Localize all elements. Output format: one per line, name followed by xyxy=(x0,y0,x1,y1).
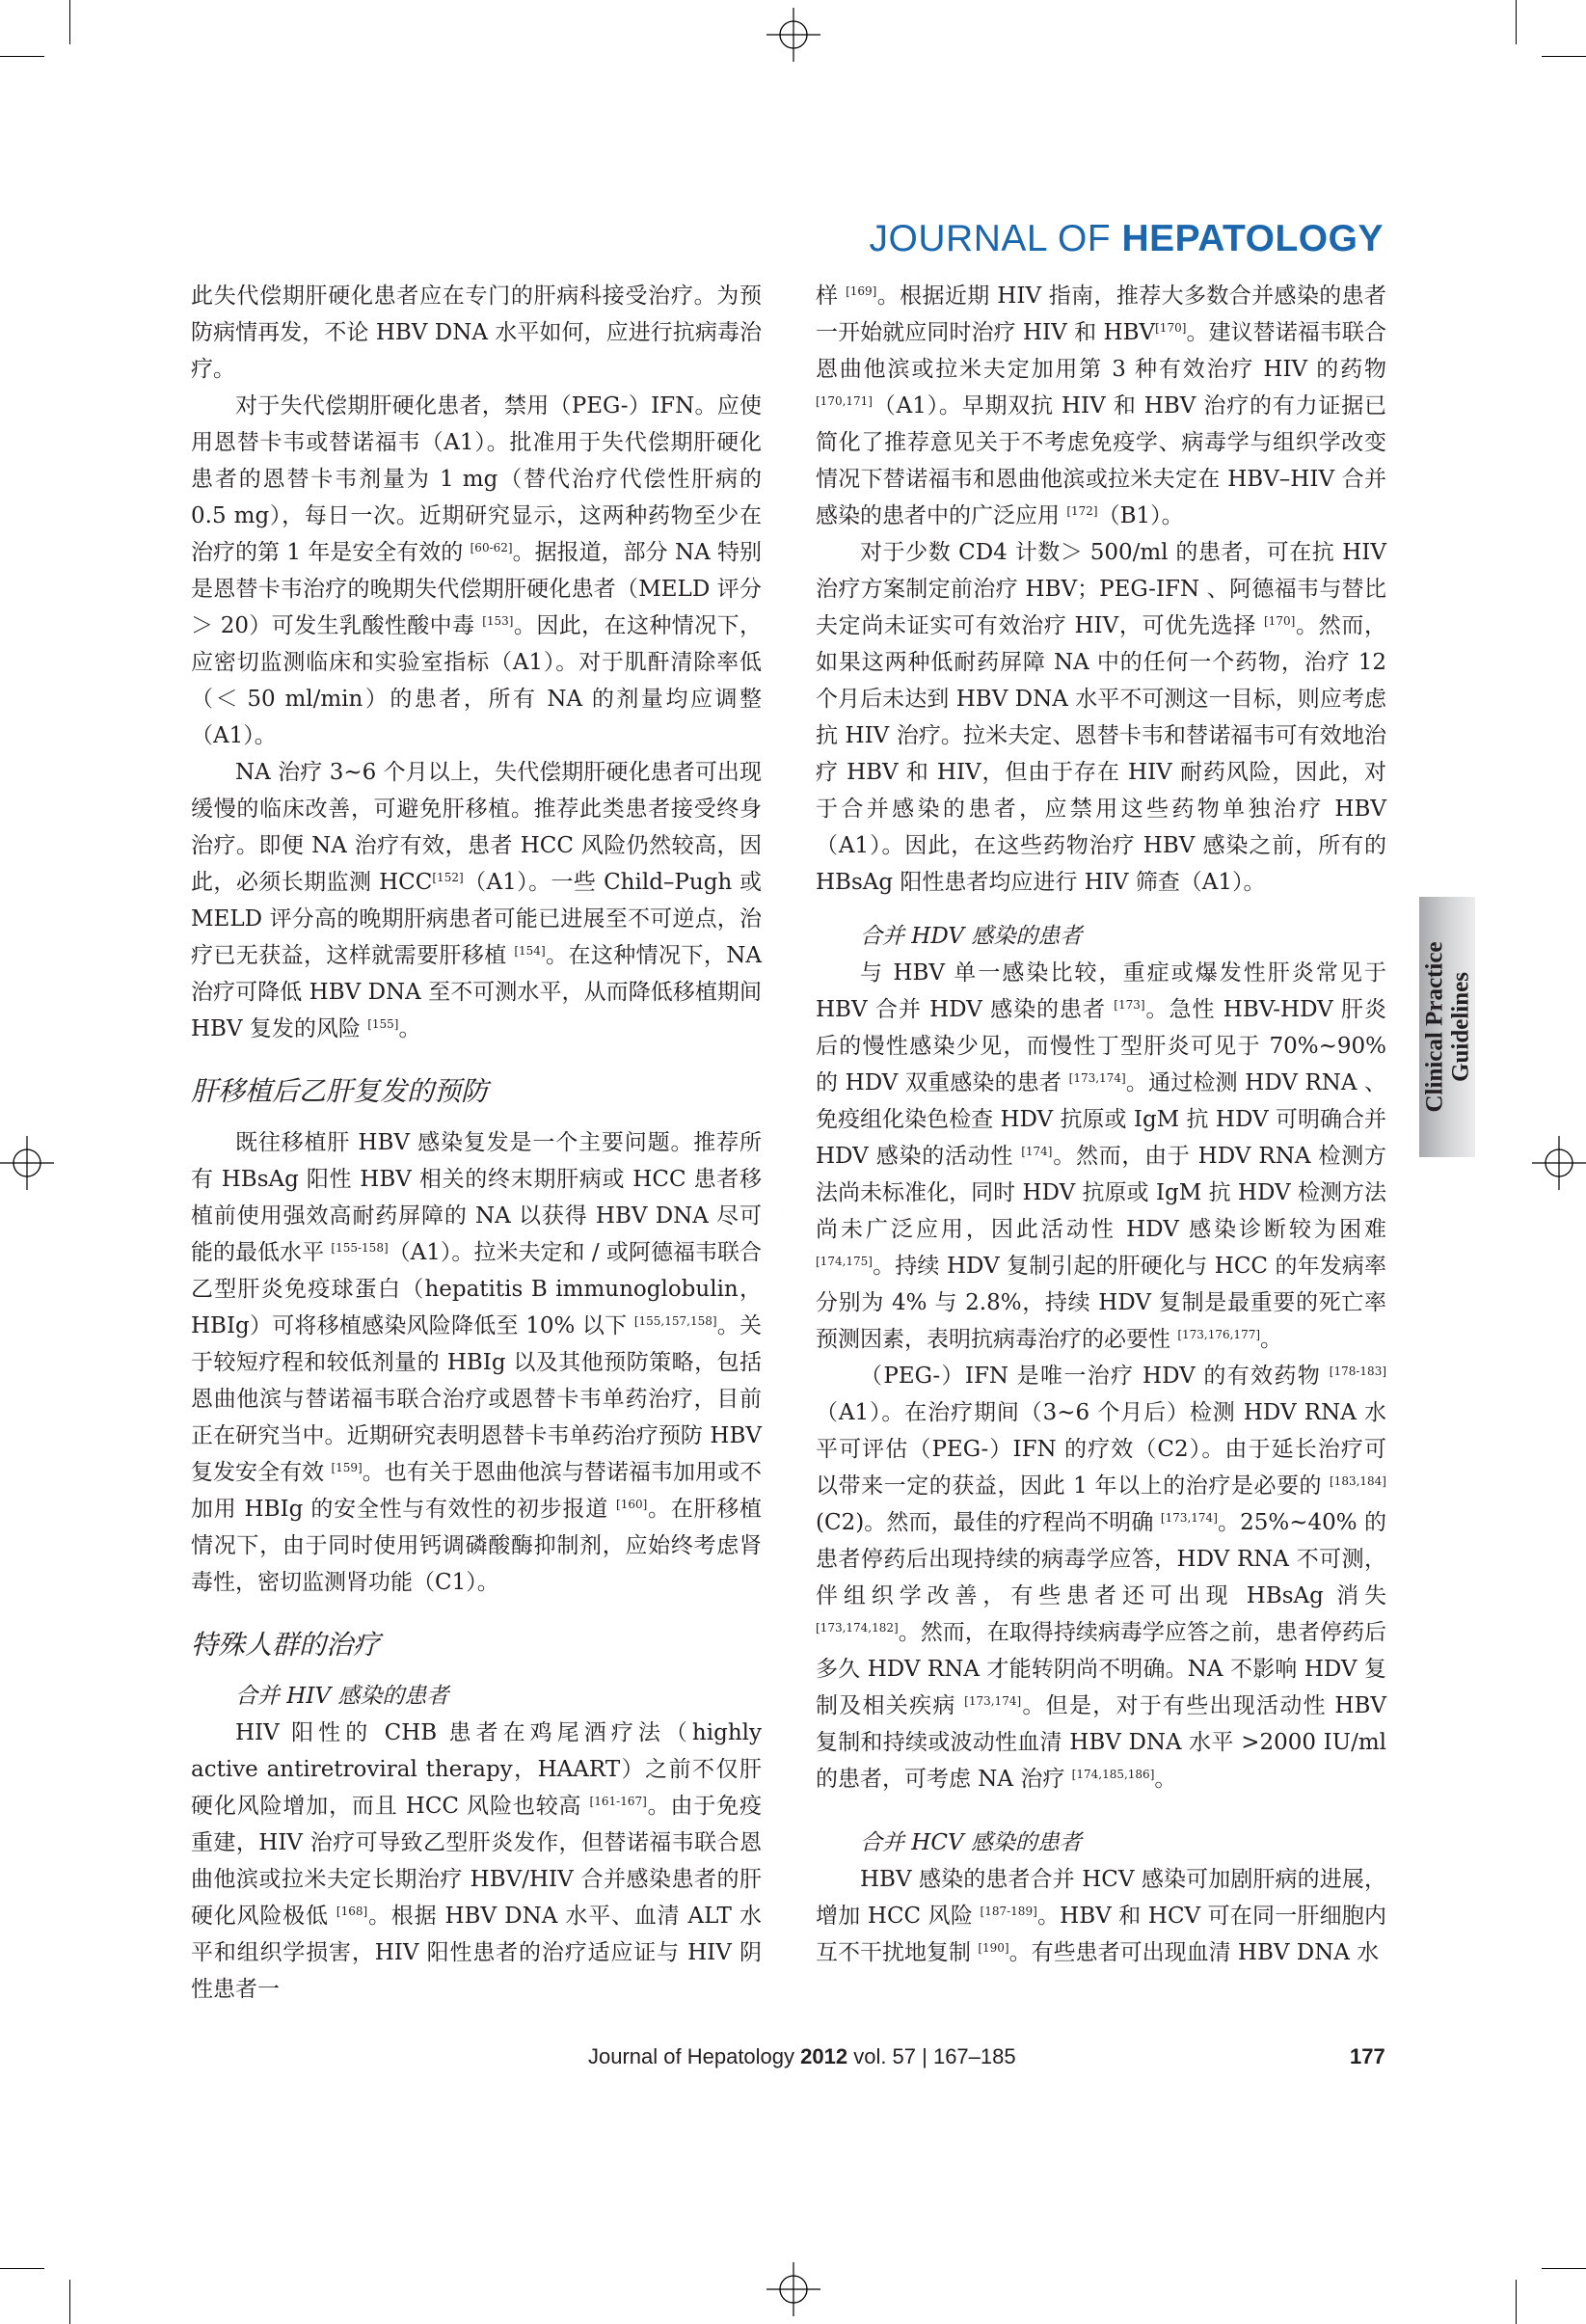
citation: [173,174] xyxy=(1068,1071,1126,1085)
section-heading-transplant: 肝移植后乙肝复发的预防 xyxy=(191,1075,489,1107)
citation: [173,176,177] xyxy=(1177,1328,1261,1341)
side-tab-label-wrap xyxy=(1419,897,1475,1157)
right-column xyxy=(816,278,1386,1971)
left-column xyxy=(191,278,762,2008)
crop-mark xyxy=(1542,56,1586,57)
journal-title-regular: JOURNAL OF xyxy=(869,218,1122,259)
subheading-hiv: 合并 HIV 感染的患者 xyxy=(235,1684,449,1709)
citation: [172] xyxy=(1066,504,1098,518)
paragraph: 此失代偿期肝硬化患者应在专门的肝病科接受治疗。为预防病情再发，不论 HBV DNA 水平如何，应进行抗病毒治疗。 xyxy=(191,284,762,382)
citation: [178-183] xyxy=(1329,1365,1387,1378)
page-number: 177 xyxy=(1350,2044,1385,2068)
crop-mark xyxy=(69,0,70,44)
citation: [170] xyxy=(1264,614,1296,628)
registration-mark xyxy=(0,1136,54,1190)
citation: [60-62] xyxy=(470,541,513,554)
subheading-hcv: 合并 HCV 感染的患者 xyxy=(860,1830,1082,1855)
citation: [168] xyxy=(336,1905,368,1918)
citation: [160] xyxy=(616,1498,648,1511)
citation: [187-189] xyxy=(980,1905,1037,1918)
citation: [169] xyxy=(846,284,877,298)
registration-mark xyxy=(766,8,820,62)
paragraph: NA 治疗 3~6 个月以上，失代偿期肝硬化患者可出现缓慢的临床改善，可避免肝移植。推荐此类患者接受终身治疗。即便 NA 治疗有效，患者 HCC 风险仍然较高，因此，必须长期监测 HCC[152]（A1）。一些 Child–Pugh 或 MELD 评分高的晚期肝病患者可能已进展至不可逆点，治疗已无获益，这样就需要肝移植 [154]。在这种情况下，NA 治疗可降低 HBV DNA 至不可测水平，从而降低移植期间 HBV 复发的风险 [155]。 xyxy=(191,760,762,1041)
registration-mark xyxy=(766,2262,820,2316)
crop-mark xyxy=(1516,2280,1517,2324)
citation: [161-167] xyxy=(589,1795,647,1808)
crop-mark xyxy=(0,2268,44,2269)
journal-citation: Journal of Hepatology 2012 vol. 57 | 167–185 xyxy=(588,2044,1016,2068)
citation: [153] xyxy=(482,614,514,628)
citation: [173] xyxy=(1114,998,1145,1012)
paragraph: 既往移植肝 HBV 感染复发是一个主要问题。推荐所有 HBsAg 阳性 HBV 相关的终末期肝病或 HCC 患者移植前使用强效高耐药屏障的 NA 以获得 HBV DNA 尽可能的最低水平 [155-158]（A1）。拉米夫定和 / 或阿德福韦联合乙型肝炎免疫球蛋白（hepatitis B immunoglobulin，HBIg）可将移植感染风险降低至 10% 以下 [155,157,158]。关于较短疗程和较低剂量的 HBIg 以及其他预防策略，包括恩曲他滨与替诺福韦联合治疗或恩替卡韦单药治疗，目前正在研究当中。近期研究表明恩替卡韦单药治疗预防 HBV 复发安全有效 [159]。也有关于恩曲他滨与替诺福韦加用或不加用 HBIg 的安全性与有效性的初步报道 [160]。在肝移植情况下，由于同时使用钙调磷酸酶抑制剂，应始终考虑肾毒性，密切监测肾功能（C1）。 xyxy=(191,1130,763,1595)
journal-title xyxy=(870,218,1384,260)
crop-mark xyxy=(69,2280,70,2324)
citation: [174,175] xyxy=(816,1255,873,1268)
citation-year: 2012 xyxy=(800,2044,848,2068)
paragraph: 对于少数 CD4 计数＞ 500/ml 的患者，可在抗 HIV 治疗方案制定前治疗 HBV；PEG-IFN 、阿德福韦与替比夫定尚未证实可有效治疗 HIV，可优先选择 [170]。然而，如果这两种低耐药屏障 NA 中的任何一个药物，治疗 12 个月后未达到 HBV DNA 水平不可测这一目标，则应考虑抗 HIV 治疗。拉米夫定、恩替卡韦和替诺福韦可有效地治疗 HBV 和 HIV，但由于存在 HIV 耐药风险，因此，对于合并感染的患者，应禁用这些药物单独治疗 HBV（A1）。因此，在这些药物治疗 HBV 感染之前，所有的 HBsAg 阳性患者均应进行 HIV 筛查（A1）。 xyxy=(816,540,1387,895)
registration-mark xyxy=(1532,1136,1586,1190)
citation: [170,171] xyxy=(816,394,873,408)
citation: [174,185,186] xyxy=(1071,1768,1155,1781)
citation: [173,174] xyxy=(964,1694,1022,1708)
citation: [155-158] xyxy=(331,1241,389,1255)
side-tab-label: Clinical Practice Guidelines xyxy=(1421,941,1474,1113)
citation: [174] xyxy=(1021,1145,1053,1158)
paragraph: 与 HBV 单一感染比较，重症或爆发性肝炎常见于 HBV 合并 HDV 感染的患者 [173]。急性 HBV-HDV 肝炎后的慢性感染少见，而慢性丁型肝炎可见于 70%~90% 的 HDV 双重感染的患者 [173,174]。通过检测 HDV RNA 、免疫组化染色检查 HDV 抗原或 IgM 抗 HDV 可明确合并 HDV 感染的活动性 [174]。然而，由于 HDV RNA 检测方法尚未标准化，同时 HDV 抗原或 IgM 抗 HDV 检测方法尚未广泛应用，因此活动性 HDV 感染诊断较为困难 [174,175]。持续 HDV 复制引起的肝硬化与 HCC 的年发病率分别为 4% 与 2.8%，持续 HDV 复制是最重要的死亡率预测因素，表明抗病毒治疗的必要性 [173,176,177]。 xyxy=(816,960,1386,1352)
crop-mark xyxy=(1516,0,1517,44)
subheading-hdv: 合并 HDV 感染的患者 xyxy=(860,924,1083,949)
spacer xyxy=(816,1797,1386,1824)
citation: [190] xyxy=(978,1941,1009,1955)
citation: [155,157,158] xyxy=(633,1314,717,1328)
paragraph: （PEG-）IFN 是唯一治疗 HDV 的有效药物 [178-183]（A1）。在治疗期间（3~6 个月后）检测 HDV RNA 水平可评估（PEG-）IFN 的疗效（C2）。由于延长治疗可以带来一定的获益，因此 1 年以上的治疗是必要的 [183,184](C2)。然而，最佳的疗程尚不明确 [173,174]。25%~40% 的患者停药后出现持续的病毒学应答，HDV RNA 不可测，伴组织学改善，有些患者还可出现 HBsAg 消失 [173,174,182]。然而，在取得持续病毒学应答之前，患者停药后多久 HDV RNA 才能转阴尚不明确。NA 不影响 HDV 复制及相关疾病 [173,174]。但是，对于有些出现活动性 HBV 复制和持续或波动性血清 HBV DNA 水平 >2000 IU/ml 的患者，可考虑 NA 治疗 [174,185,186]。 xyxy=(816,1364,1387,1792)
crop-mark xyxy=(0,56,44,57)
citation: [170] xyxy=(1155,321,1187,335)
journal-title-bold: HEPATOLOGY xyxy=(1121,218,1384,259)
citation: [183,184] xyxy=(1330,1474,1386,1488)
paragraph: HIV 阳性的 CHB 患者在鸡尾酒疗法（highly active antiretroviral therapy，HAART）之前不仅肝硬化风险增加，而且 HCC 风险也较高 [161-167]。由于免疫重建，HIV 治疗可导致乙型肝炎发作，但替诺福韦联合恩曲他滨或拉米夫定长期治疗 HBV/HIV 合并感染患者的肝硬化风险极低 [168]。根据 HBV DNA 水平、血清 ALT 水平和组织学损害，HIV 阳性患者的治疗适应证与 HIV 阴性患者一 xyxy=(191,1720,763,2002)
citation: [155] xyxy=(367,1017,399,1031)
paragraph: HBV 感染的患者合并 HCV 感染可加剧肝病的进展，增加 HCC 风险 [187-189]。HBV 和 HCV 可在同一肝细胞内互不干扰地复制 [190]。有些患者可出现血清 HBV DNA 水 xyxy=(816,1867,1387,1965)
paragraph: 样 [169]。根据近期 HIV 指南，推荐大多数合并感染的患者一开始就应同时治疗 HIV 和 HBV[170]。建议替诺福韦联合恩曲他滨或拉米夫定加用第 3 种有效治疗 HIV 的药物 [170,171]（A1）。早期双抗 HIV 和 HBV 治疗的有力证据已简化了推荐意见关于不考虑免疫学、病毒学与组织学改变情况下替诺福韦和恩曲他滨或拉米夫定在 HBV–HIV 合并感染的患者中的广泛应用 [172]（B1）。 xyxy=(816,284,1387,528)
section-heading-special-populations: 特殊人群的治疗 xyxy=(191,1629,381,1661)
citation: [154] xyxy=(514,944,546,958)
spacer xyxy=(816,901,1386,918)
paragraph: 对于失代偿期肝硬化患者，禁用（PEG-）IFN。应使用恩替卡韦或替诺福韦（A1）。批准用于失代偿期肝硬化患者的恩替卡韦剂量为 1 mg（替代治疗代偿性肝病的 0.5 mg），每日一次。近期研究显示，这两种药物至少在治疗的第 1 年是安全有效的 [60-62]。据报道，部分 NA 特别是恩替卡韦治疗的晚期失代偿期肝硬化患者（MELD 评分＞ 20）可发生乳酸性酸中毒 [153]。因此，在这种情况下，应密切监测临床和实验室指标（A1）。对于肌酐清除率低（＜ 50 ml/min）的患者，所有 NA 的剂量均应调整（A1）。 xyxy=(191,393,763,748)
citation: [173,174] xyxy=(1160,1511,1218,1525)
citation: [152] xyxy=(432,871,464,884)
crop-mark xyxy=(1542,2268,1586,2269)
citation: [159] xyxy=(331,1461,363,1474)
citation: [173,174,182] xyxy=(816,1621,899,1635)
